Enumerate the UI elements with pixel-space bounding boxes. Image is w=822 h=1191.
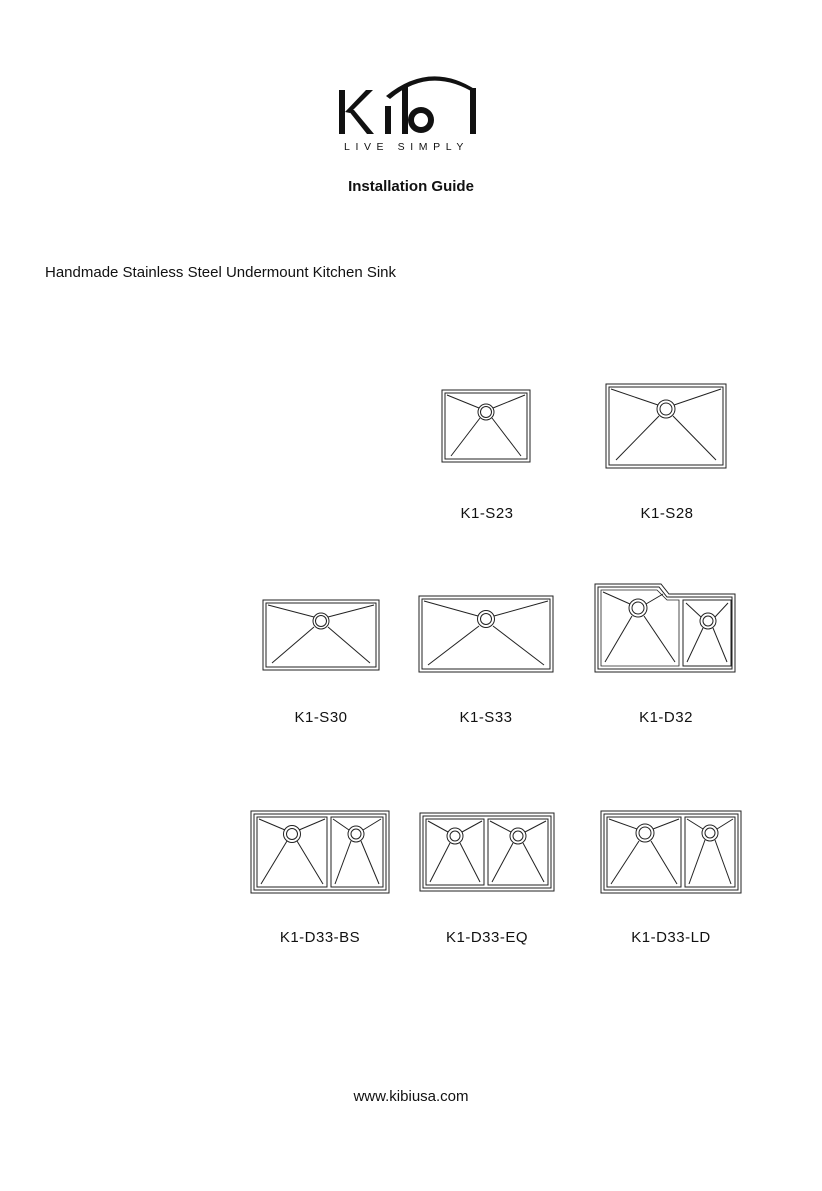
kibi-logo [330, 66, 490, 156]
product-k1-s30 [258, 596, 384, 731]
product-k1-s33 [415, 592, 557, 731]
brand-tagline: LIVE SIMPLY [344, 141, 470, 153]
kibi-logo-icon [330, 66, 490, 156]
product-k1-d32 [591, 580, 741, 731]
product-k1-d33-eq [417, 810, 557, 950]
double-bowl-sink-icon [598, 808, 744, 896]
single-bowl-sink-icon [258, 596, 384, 674]
single-bowl-sink-icon [602, 380, 732, 470]
product-k1-s28 [602, 380, 732, 525]
double-bowl-offset-sink-icon [591, 580, 741, 676]
double-bowl-sink-icon [417, 810, 557, 894]
single-bowl-sink-icon [437, 385, 537, 465]
model-label: K1-S30 [294, 709, 348, 726]
model-label: K1-S23 [460, 505, 514, 522]
product-k1-d33-bs [248, 808, 392, 950]
model-label: K1-S28 [640, 505, 694, 522]
model-label: K1-D32 [639, 709, 693, 726]
model-label: K1-D33-LD [631, 929, 711, 946]
product-description: Handmade Stainless Steel Undermount Kitchen Sink [45, 264, 397, 281]
model-label: K1-D33-EQ [445, 929, 529, 946]
single-bowl-sink-icon [415, 592, 557, 674]
product-k1-s23 [437, 385, 537, 525]
model-label: K1-D33-BS [279, 929, 361, 946]
page-title: Installation Guide [348, 178, 474, 195]
product-k1-d33-ld [598, 808, 744, 950]
website-link[interactable]: www.kibiusa.com [353, 1088, 469, 1105]
model-label: K1-S33 [459, 709, 513, 726]
double-bowl-sink-icon [248, 808, 392, 896]
